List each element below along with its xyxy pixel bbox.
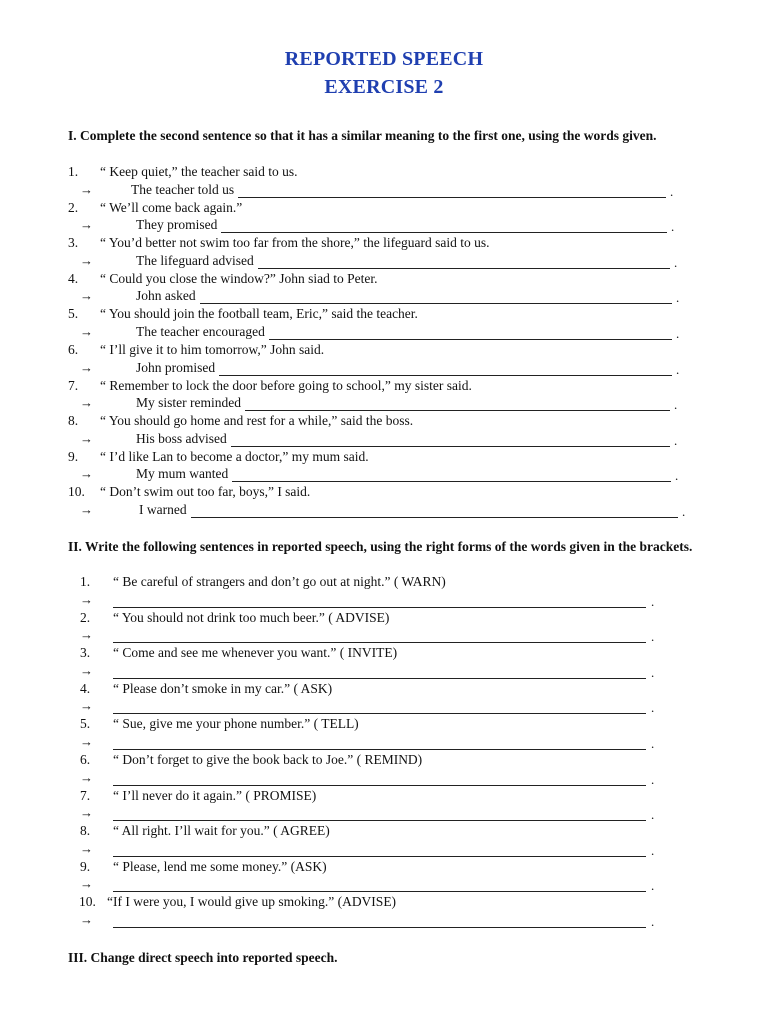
part1-item — [68, 305, 418, 323]
answer-line[interactable] — [113, 736, 646, 750]
arrow-icon: → — [80, 876, 93, 892]
answer-line[interactable] — [113, 878, 646, 892]
answer-line[interactable] — [113, 629, 646, 643]
arrow-icon: → — [80, 252, 93, 268]
line-end-period: . — [676, 325, 680, 341]
sentence-start: The teacher encouraged — [136, 323, 265, 339]
answer-line[interactable] — [232, 468, 671, 482]
line-end-period: . — [682, 503, 686, 519]
item-number: 5. — [68, 306, 79, 322]
line-end-period: . — [651, 700, 655, 716]
arrow-icon: → — [80, 627, 93, 643]
part1-item — [68, 341, 324, 359]
item-number: 10. — [68, 484, 85, 500]
sentence-start: I warned — [139, 501, 187, 517]
item-number: 6. — [80, 752, 91, 767]
line-end-period: . — [651, 807, 655, 823]
part2-item — [79, 893, 396, 911]
part2-item — [80, 858, 327, 876]
answer-line[interactable] — [113, 772, 646, 786]
arrow-icon: → — [80, 769, 93, 785]
part1-item — [68, 448, 369, 466]
line-end-period: . — [676, 361, 680, 377]
item-sentence: “ You should join the football team, Eric,” said the teacher. — [100, 306, 418, 322]
item-number: 9. — [68, 448, 79, 464]
part2-item — [80, 751, 422, 769]
arrow-icon: → — [80, 323, 93, 339]
line-end-period: . — [674, 397, 678, 413]
item-number: 8. — [80, 823, 91, 839]
line-end-period: . — [651, 878, 655, 894]
item-sentence: “ Could you close the window?” John siad to Peter. — [100, 270, 378, 286]
item-number: 1. — [80, 574, 91, 589]
item-number: 1. — [68, 164, 79, 179]
part3-instruction: III. Change direct speech into reported speech. — [68, 950, 338, 965]
item-sentence: “ Keep quiet,” the teacher said to us. — [100, 164, 298, 179]
line-end-period: . — [674, 254, 678, 270]
item-number: 10. — [79, 894, 96, 910]
item-sentence: “ You should not drink too much beer.” ( ADVISE) — [113, 609, 390, 625]
answer-line[interactable] — [113, 843, 646, 857]
arrow-icon: → — [80, 662, 93, 678]
arrow-icon: → — [80, 359, 93, 375]
arrow-icon: → — [80, 805, 93, 821]
item-sentence: “ Be careful of strangers and don’t go out at night.” ( WARN) — [113, 574, 446, 589]
item-sentence: “ I’ll never do it again.” ( PROMISE) — [113, 787, 317, 803]
item-number: 3. — [68, 235, 79, 251]
item-sentence: “ You’d better not swim too far from the shore,” the lifeguard said to us. — [100, 235, 490, 251]
sentence-start: The teacher told us — [131, 181, 235, 197]
arrow-icon: → — [80, 288, 93, 304]
line-end-period: . — [675, 468, 679, 484]
line-end-period: . — [651, 593, 655, 609]
part2-instruction: II. Write the following sentences in reported speech, using the right forms of the words given in the brackets. — [68, 539, 693, 554]
part1-item — [68, 483, 310, 501]
part1-item — [68, 270, 377, 288]
answer-line[interactable] — [231, 433, 670, 447]
line-end-period: . — [670, 183, 674, 199]
line-end-period: . — [651, 664, 655, 680]
arrow-icon: → — [80, 698, 93, 714]
item-sentence: “ You should go home and rest for a while,” said the boss. — [100, 413, 414, 429]
sentence-start: They promised — [136, 217, 218, 233]
answer-line[interactable] — [221, 219, 667, 233]
answer-line[interactable] — [113, 914, 646, 928]
line-end-period: . — [651, 629, 655, 645]
part1-item — [68, 199, 242, 217]
item-sentence: “If I were you, I would give up smoking.” (ADVISE) — [107, 894, 397, 910]
part2-item — [80, 680, 332, 698]
item-sentence: “ All right. I’ll wait for you.” ( AGREE) — [113, 823, 330, 839]
item-number: 8. — [68, 413, 79, 429]
line-end-period: . — [651, 771, 655, 787]
item-number: 3. — [80, 645, 91, 661]
part1-instruction: I. Complete the second sentence so that it has a similar meaning to the first one, using the words given. — [68, 128, 657, 143]
item-sentence: “ I’d like Lan to become a doctor,” my mum said. — [100, 448, 369, 464]
item-sentence: “ Sue, give me your phone number.” ( TELL) — [113, 716, 359, 732]
page-title-line-2: EXERCISE 2 — [324, 76, 444, 98]
part2-item — [80, 822, 330, 840]
sentence-start: His boss advised — [136, 430, 227, 446]
answer-line[interactable] — [113, 700, 646, 714]
item-sentence: “ Don’t swim out too far, boys,” I said. — [100, 484, 311, 500]
arrow-icon: → — [80, 501, 93, 517]
answer-line[interactable] — [219, 362, 672, 376]
arrow-icon: → — [80, 840, 93, 856]
line-end-period: . — [651, 735, 655, 751]
arrow-icon: → — [80, 911, 93, 927]
part1-item — [68, 412, 413, 430]
item-number: 2. — [80, 609, 91, 625]
sentence-start: The lifeguard advised — [136, 252, 254, 268]
item-number: 4. — [68, 270, 79, 286]
arrow-icon: → — [80, 733, 93, 749]
item-sentence: “ Remember to lock the door before going to school,” my sister said. — [100, 377, 472, 393]
arrow-icon: → — [80, 430, 93, 446]
part1-item — [68, 163, 298, 181]
arrow-icon: → — [80, 217, 93, 233]
page-title-line-1: REPORTED SPEECH — [284, 48, 484, 70]
part1-item — [68, 377, 472, 395]
answer-line[interactable] — [238, 184, 666, 198]
part2-item — [80, 609, 389, 627]
item-number: 6. — [68, 342, 79, 357]
item-sentence: “ Come and see me whenever you want.” ( INVITE) — [113, 645, 398, 661]
answer-line[interactable] — [113, 594, 646, 608]
sentence-start: My mum wanted — [136, 466, 229, 482]
answer-line[interactable] — [113, 807, 646, 821]
answer-line[interactable] — [245, 397, 670, 411]
sentence-start: My sister reminded — [136, 395, 241, 411]
line-end-period: . — [671, 219, 675, 235]
arrow-icon: → — [80, 181, 93, 197]
sentence-start: John promised — [136, 359, 216, 375]
item-sentence: “ We’ll come back again.” — [100, 199, 243, 215]
answer-line[interactable] — [258, 255, 670, 269]
item-number: 7. — [80, 787, 91, 803]
part2-item — [80, 715, 359, 733]
part2-item — [80, 644, 397, 662]
sentence-start: John asked — [136, 288, 196, 304]
part2-item — [80, 787, 316, 805]
line-end-period: . — [674, 432, 678, 448]
item-sentence: “ Please don’t smoke in my car.” ( ASK) — [113, 680, 333, 696]
item-number: 2. — [68, 199, 79, 215]
item-number: 5. — [80, 716, 91, 732]
answer-line[interactable] — [200, 290, 672, 304]
answer-line[interactable] — [113, 665, 646, 679]
answer-line[interactable] — [191, 504, 678, 518]
part2-item — [80, 573, 446, 591]
line-end-period: . — [651, 842, 655, 858]
arrow-icon: → — [80, 395, 93, 411]
item-sentence: “ I’ll give it to him tomorrow,” John said. — [100, 342, 325, 357]
answer-line[interactable] — [269, 326, 672, 340]
arrow-icon: → — [80, 591, 93, 607]
part1-item — [68, 234, 490, 252]
item-number: 4. — [80, 680, 91, 696]
item-sentence: “ Don’t forget to give the book back to Joe.” ( REMIND) — [113, 752, 423, 767]
arrow-icon: → — [80, 466, 93, 482]
line-end-period: . — [676, 290, 680, 306]
item-sentence: “ Please, lend me some money.” (ASK) — [113, 858, 327, 874]
line-end-period: . — [651, 913, 655, 929]
item-number: 7. — [68, 377, 79, 393]
item-number: 9. — [80, 858, 91, 874]
